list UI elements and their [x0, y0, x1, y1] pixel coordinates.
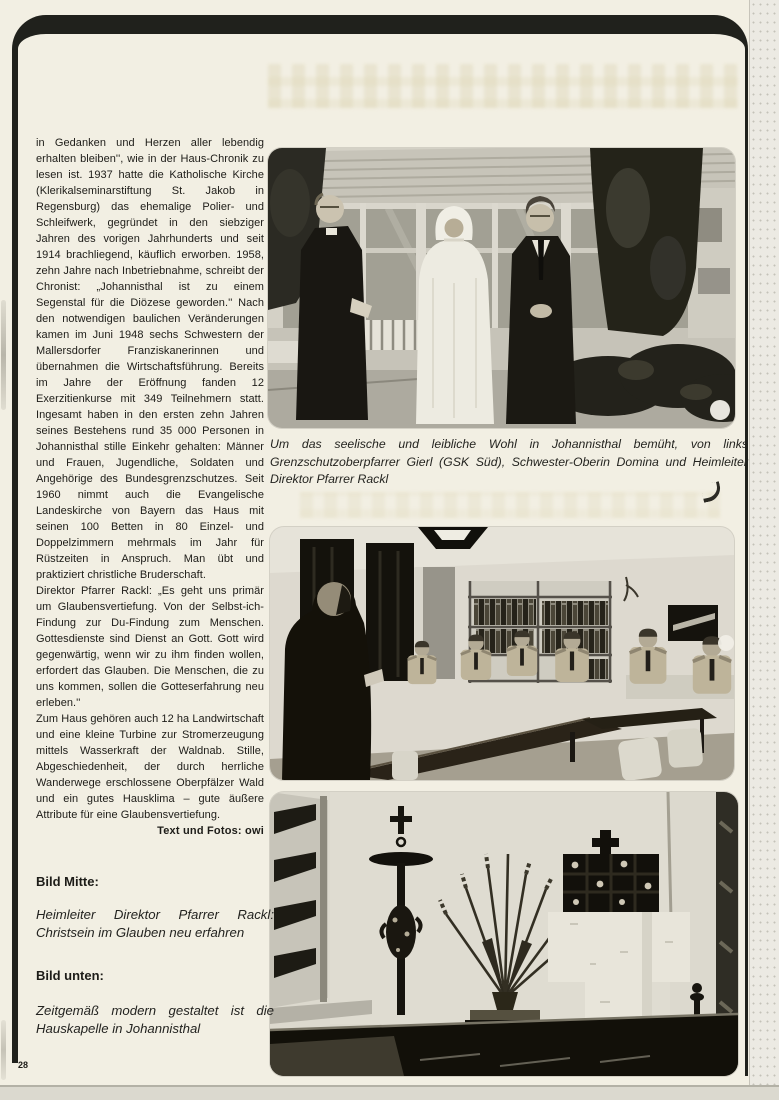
paragraph: in Gedanken und Herzen aller lebendig erhalten bleiben'', wie in der Haus-Chronik zu lesen ist. 1937 hatte die Katholische Kirche (Klerikalseminarstiftung St. Jakob in Regensburg) das ehemalige Polier- und Schleifwerk, gegründet in den siebziger Jahren des vorigen Jahrhunderts und seit 1914 brachliegend, käuflich erworben. 1958, zehn Jahre nach Inbetriebnahme, schreibt der Chronist: „Johannisthal ist zu einem Segenstal für die Diözese geworden.'' Nach den notwendigen baulichen Veränderungen kamen im Juni 1948 sechs Schwestern der Mallersdorfer Franziskanerinnen und übernahmen die Wirtschaftsführung. Bereits im Jahre der Eröffnung fanden 12 Exerzitienkurse mit 349 Teilnehmern statt. Ingesamt haben in den ersten zehn Jahren seines Bestehens rund 35 000 Personen in Johannisthal stille Einkehr gehalten: Männer und Frauen, Jugendliche, Soldaten und Angehörige des Bundesgrenzschutzes. Seit 1960 nimmt auch die Evangelische Landeskirche von Bayern das Haus mit seinen 100 Betten in 80 Einzel- und Doppelzimmern mehrmals im Jahr für Rüstzeiten in Anspruch. Man übt und praktiziert christliche Bruderschaft. — [36, 137, 264, 581]
photo-seminar-room — [270, 527, 734, 780]
photo-chapel-altar-art — [270, 792, 738, 1076]
paragraph: Direktor Pfarrer Rackl: „Es geht uns primär um Glaubensvertiefung. Von der Selbst-ich-Findung zur Du-Findung zum Menschen. Gottesdienste sind Dienst an Gott. Gott wird gegenwärtig, wenn wir zu ihm finden wollen, erfordert das Glauben. Die Menschen, die zu uns kommen, sollen die Gotteserfahrung neu erleben.'' — [36, 585, 264, 709]
note-label-bild-unten: Bild unten: — [36, 968, 104, 983]
note-text-bild-unten: Zeitgemäß modern gestaltet ist die Hauskapelle in Johannisthal — [36, 1003, 274, 1036]
frame-top-bar — [12, 15, 748, 61]
note-text-bild-mitte: Heimleiter Direktor Pfarrer Rackl: Christsein im Glauben neu erfahren — [36, 907, 274, 940]
frame-left-rule — [12, 55, 18, 1063]
page-number: 28 — [18, 1060, 29, 1070]
scan-blotch — [718, 635, 734, 651]
scan-right-margin — [749, 0, 779, 1100]
photo-seminar-room-art — [270, 527, 734, 780]
paragraph: Zum Haus gehören auch 12 ha Landwirtschaft und eine kleine Turbine zur Stromerzeugung mittels Wasserkraft der Waldnab. Stille, Abgeschiedenheit, der durch herrliche Wanderwege erschlossene Oberpfälzer Wald und ein gutes Hausklima – gute äußere Attribute für eine Glaubensvertiefung. — [36, 713, 264, 821]
photo-caption-top: Um das seelische und leibliche Wohl in Johannisthal bemüht, von links Grenzschutzoberpfarrer Gierl (GSK Süd), Schwester-Oberin Domina und Heimleiter Direktor Pfarrer Rackl — [270, 437, 748, 486]
scan-blotch — [710, 400, 730, 420]
scan-bottom-edge — [0, 1085, 779, 1100]
photo-chapel-altar — [270, 792, 738, 1076]
print-bleedthrough — [268, 64, 738, 108]
photo-group-outdoors — [268, 148, 735, 428]
scan-left-smudge — [1, 1020, 6, 1080]
frame-right-rule — [745, 55, 748, 1076]
print-bleedthrough — [300, 492, 720, 518]
scan-left-smudge — [1, 300, 6, 410]
wall-picture — [668, 605, 718, 641]
photo-credit: Text und Fotos: owi — [157, 825, 264, 837]
article-body-text — [36, 135, 264, 839]
photo-group-outdoors-art — [268, 148, 735, 428]
note-label-bild-mitte: Bild Mitte: — [36, 874, 99, 889]
